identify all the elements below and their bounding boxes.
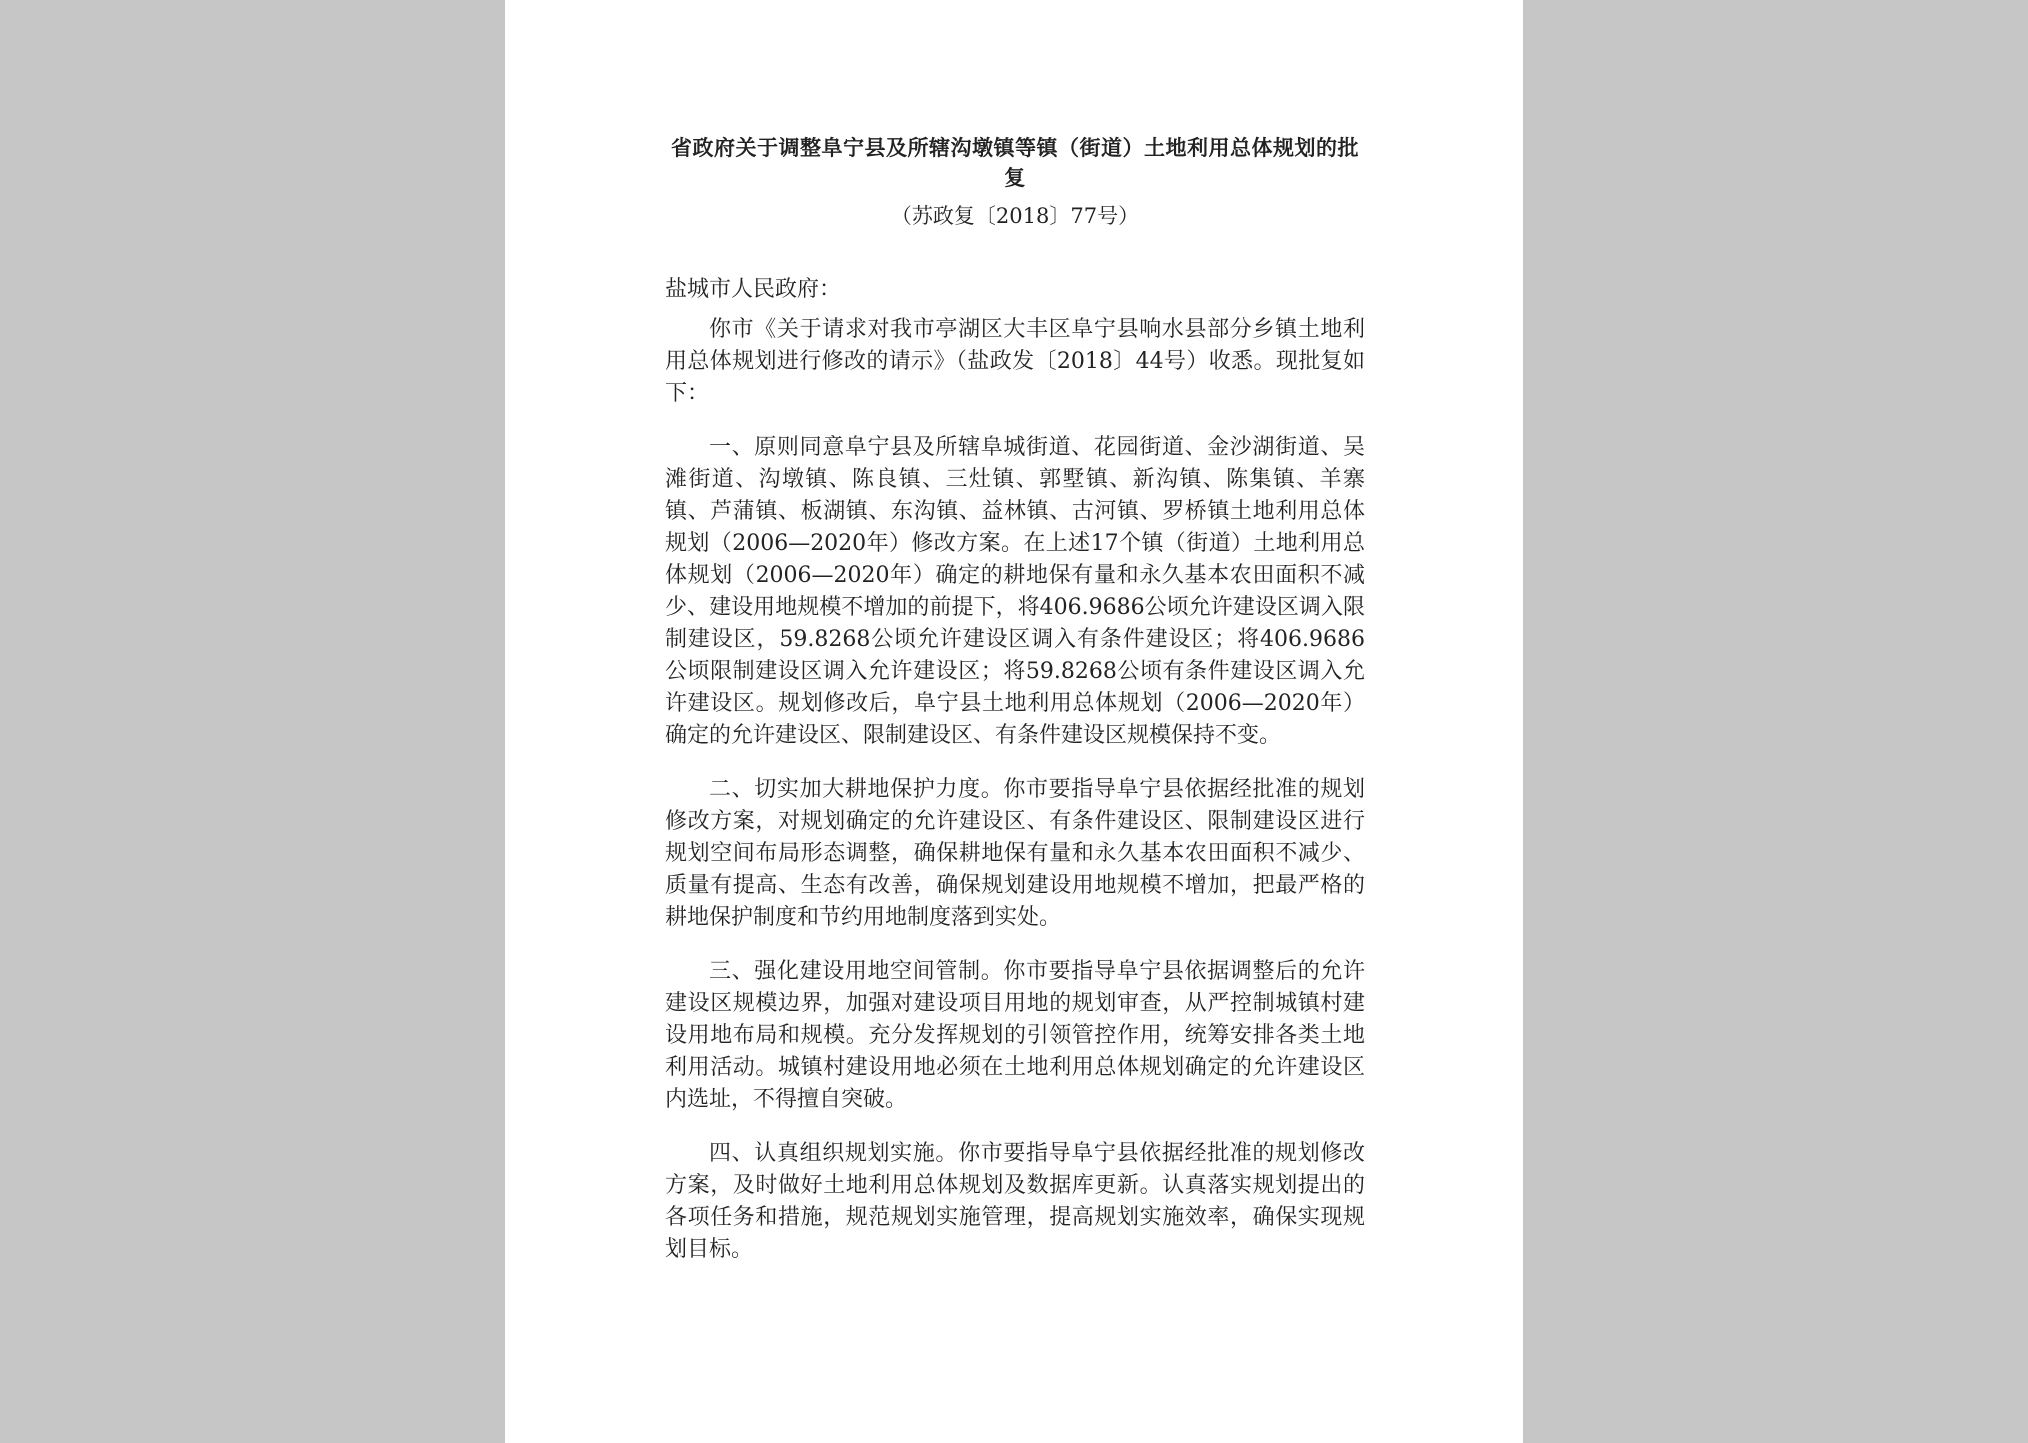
document-title: 省政府关于调整阜宁县及所辖沟墩镇等镇（街道）土地利用总体规划的批复	[671, 135, 1359, 190]
paragraph-4: 四、认真组织规划实施。你市要指导阜宁县依据经批准的规划修改方案，及时做好土地利用总体规划及数据库更新。认真落实规划提出的各项任务和措施，规范规划实施管理，提高规划实施效率，确保实现规划目标。	[665, 1141, 1365, 1262]
paragraph-2: 二、切实加大耕地保护力度。你市要指导阜宁县依据经批准的规划修改方案，对规划确定的允许建设区、有条件建设区、限制建设区进行规划空间布局形态调整，确保耕地保有量和永久基本农田面积不减少、质量有提高、生态有改善，确保规划建设用地规模不增加，把最严格的耕地保护制度和节约用地制度落到实处。	[665, 777, 1365, 930]
paragraph-1: 一、原则同意阜宁县及所辖阜城街道、花园街道、金沙湖街道、吴滩街道、沟墩镇、陈良镇、三灶镇、郭墅镇、新沟镇、陈集镇、羊寨镇、芦蒲镇、板湖镇、东沟镇、益林镇、古河镇、罗桥镇土地利用总体规划（2006—2020年）修改方案。在上述17个镇（街道）土地利用总体规划（2006—2020年）确定的耕地保有量和永久基本农田面积不减少、建设用地规模不增加的前提下，将406.9686公顷允许建设区调入限制建设区，59.8268公顷允许建设区调入有条件建设区；将406.9686公顷限制建设区调入允许建设区；将59.8268公顷有条件建设区调入允许建设区。规划修改后，阜宁县土地利用总体规划（2006—2020年）确定的允许建设区、限制建设区、有条件建设区规模保持不变。	[665, 435, 1365, 748]
document-content	[665, 133, 1365, 1288]
addressee: 盐城市人民政府：	[665, 277, 842, 302]
document-number: （苏政复〔2018〕77号）	[890, 204, 1140, 228]
paragraph-intro: 你市《关于请求对我市亭湖区大丰区阜宁县响水县部分乡镇土地利用总体规划进行修改的请示》（盐政发〔2018〕44号）收悉。现批复如下：	[665, 317, 1365, 406]
document-page	[505, 0, 1523, 1443]
paragraph-3: 三、强化建设用地空间管制。你市要指导阜宁县依据调整后的允许建设区规模边界，加强对建设项目用地的规划审查，从严控制城镇村建设用地布局和规模。充分发挥规划的引领管控作用，统筹安排各类土地利用活动。城镇村建设用地必须在土地利用总体规划确定的允许建设区内选址，不得擅自突破。	[665, 959, 1365, 1112]
